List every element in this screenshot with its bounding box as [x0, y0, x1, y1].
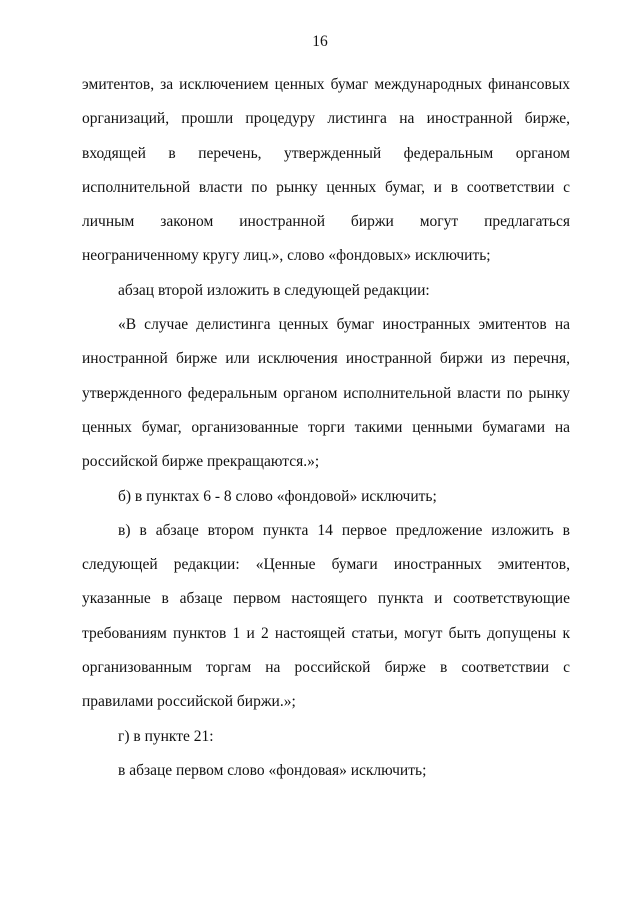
page-number: 16 — [312, 33, 328, 50]
paragraph-quoted-text: «В случае делистинга ценных бумаг иностранных эмитентов на иностранной бирже или исключения иностранной биржи из перечня, утвержденного федеральным органом исполнительной власти по рынку ценных бумаг, организованные торги такими ценными бумагами на российской бирже прекращаются.»; — [82, 316, 570, 471]
paragraph-continuation: эмитентов, за исключением ценных бумаг международных финансовых организаций, прошли процедуру листинга на иностранной бирже, входящей в перечень, утвержденный федеральным органом исполнительной власти по рынку ценных бумаг, и в соответствии с личным законом иностранной биржи могут предлагаться неограниченному кругу лиц.», слово «фондовых» исключить; — [82, 76, 570, 265]
paragraph-item-v: в) в абзаце втором пункта 14 первое предложение изложить в следующей редакции: «Ценные бумаги иностранных эмитентов, указанные в абзаце первом настоящего пункта и соответствующие требованиям пунктов 1 и 2 настоящей статьи, могут быть допущены к организованным торгам на российской бирже в соответствии с правилами российской биржи.»; — [82, 521, 570, 711]
document-body — [82, 68, 570, 788]
paragraph-item-g: г) в пункте 21: — [118, 727, 214, 745]
paragraph-item-b: б) в пунктах 6 - 8 слово «фондовой» исключить; — [118, 487, 437, 505]
paragraph-second-abzac: абзац второй изложить в следующей редакции: — [118, 281, 430, 299]
paragraph-first-abzac: в абзаце первом слово «фондовая» исключить; — [118, 761, 427, 779]
